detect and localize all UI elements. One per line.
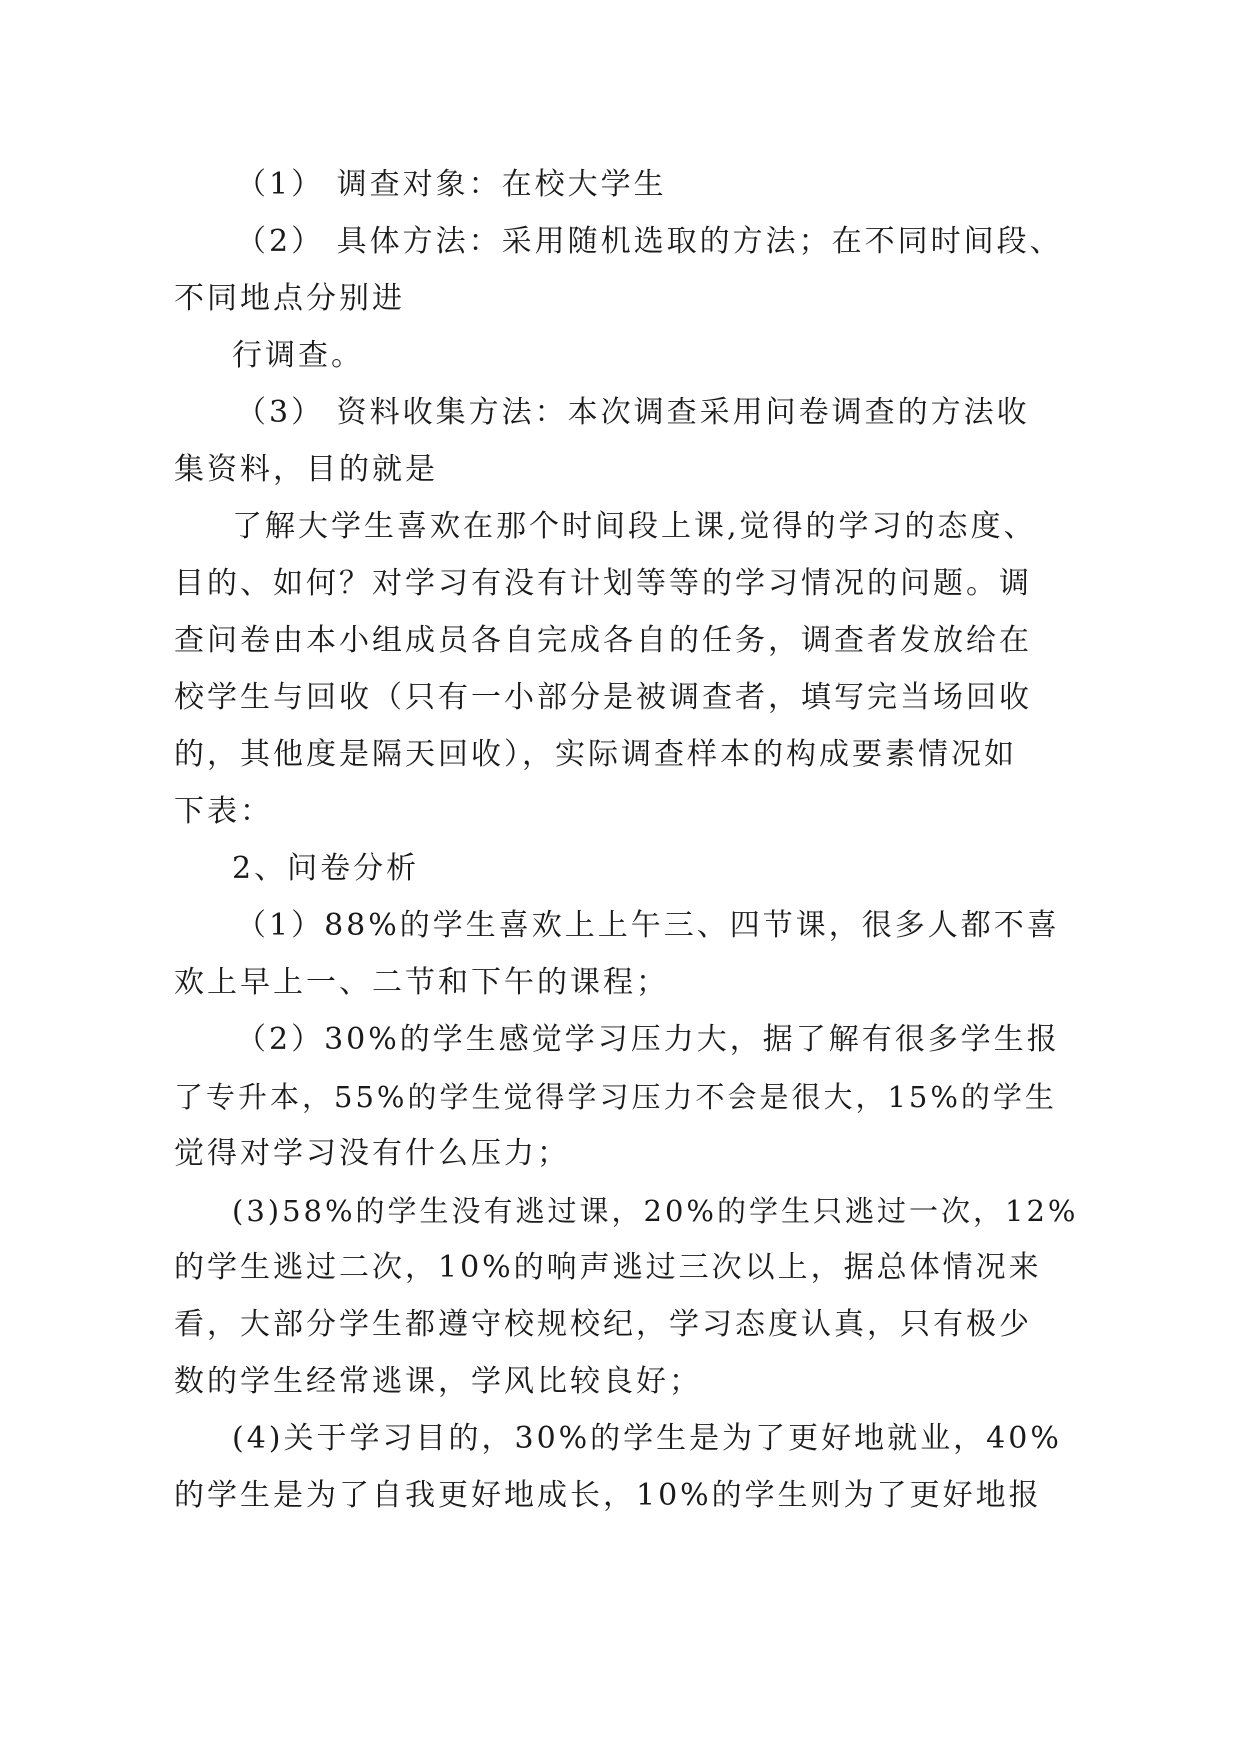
text-line: 不同地点分别进 xyxy=(174,281,405,316)
text-line: (4)关于学习目的，30%的学生是为了更好地就业，40% xyxy=(232,1421,1062,1456)
text-line: 数的学生经常逃课，学风比较良好； xyxy=(174,1364,702,1399)
text-line: （2）30%的学生感觉学习压力大，据了解有很多学生报 xyxy=(236,1022,1060,1057)
text-line: 觉得对学习没有什么压力； xyxy=(174,1136,570,1171)
text-line: 下表： xyxy=(174,794,273,829)
text-line: （1）88%的学生喜欢上上午三、四节课，很多人都不喜 xyxy=(236,908,1060,943)
text-line: 了专升本，55%的学生觉得学习压力不会是很大，15%的学生 xyxy=(174,1080,1057,1114)
text-line: 了解大学生喜欢在那个时间段上课,觉得的学习的态度、 xyxy=(232,509,1037,544)
text-line: （1） 调查对象：在校大学生 xyxy=(236,167,667,202)
text-line: 校学生与回收（只有一小部分是被调查者，填写完当场回收 xyxy=(174,680,1032,715)
text-line: 查问卷由本小组成员各自完成各自的任务，调查者发放给在 xyxy=(174,623,1032,658)
text-line: (3)58%的学生没有逃过课，20%的学生只逃过一次，12% xyxy=(232,1194,1079,1228)
text-line: 目的、如何？对学习有没有计划等等的学习情况的问题。调 xyxy=(174,566,1032,601)
section-heading: 2、问卷分析 xyxy=(232,851,420,886)
text-line: 集资料，目的就是 xyxy=(174,452,438,487)
text-line: 欢上早上一、二节和下午的课程； xyxy=(174,965,669,1000)
text-line: （2） 具体方法：采用随机选取的方法；在不同时间段、 xyxy=(236,224,1063,259)
text-line: 行调查。 xyxy=(232,338,364,373)
text-line: 的学生逃过二次，10%的响声逃过三次以上，据总体情况来 xyxy=(174,1250,1042,1285)
text-line: 的学生是为了自我更好地成长，10%的学生则为了更好地报 xyxy=(174,1478,1042,1513)
text-line: 的，其他度是隔天回收），实际调查样本的构成要素情况如 xyxy=(174,737,1017,772)
text-line: 看，大部分学生都遵守校规校纪，学习态度认真，只有极少 xyxy=(174,1307,1032,1342)
text-line: （3） 资料收集方法：本次调查采用问卷调查的方法收 xyxy=(236,395,1030,430)
